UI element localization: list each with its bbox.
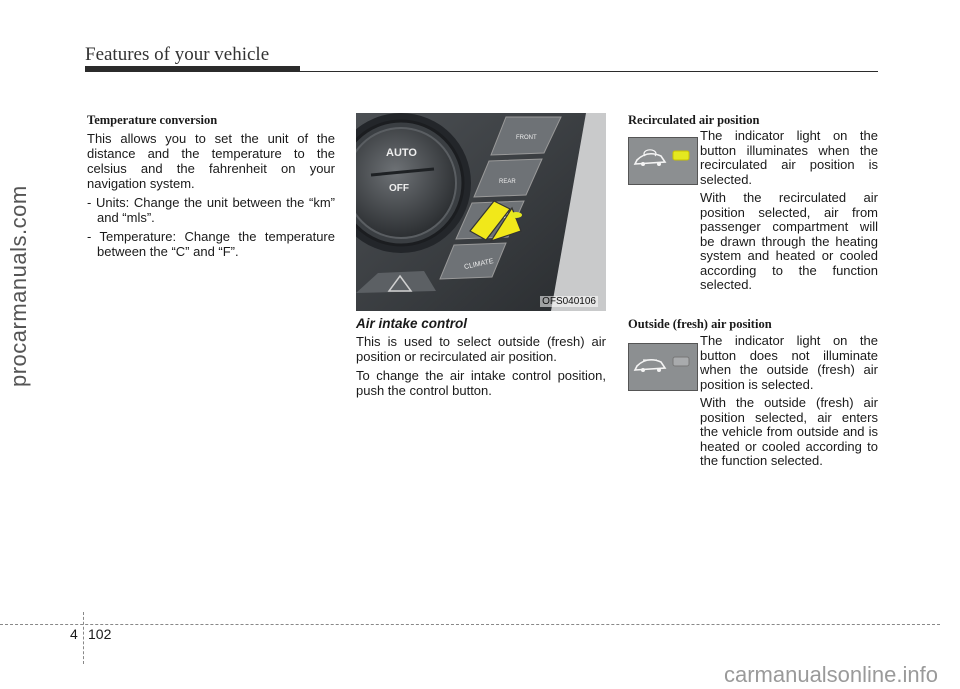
air-intake-paragraph-2: To change the air intake control position, push the control button. <box>356 368 606 398</box>
footer-rule <box>0 624 940 625</box>
temperature-bullet: - Temperature: Change the temperature between the “C” and “F”. <box>87 229 335 259</box>
outside-air-heading: Outside (fresh) air position <box>628 317 772 331</box>
front-defrost-label: FRONT <box>516 135 537 141</box>
rear-defrost-label: REAR <box>499 179 516 185</box>
climate-panel-figure <box>356 113 606 311</box>
outside-air-paragraph-2: With the outside (fresh) air position selected, air enters the vehicle from outside and is heated or cooled according to the function selected. <box>700 395 878 468</box>
outside-air-car-icon <box>629 344 697 390</box>
air-intake-control-heading: Air intake control <box>356 316 468 331</box>
footer-divider <box>83 612 84 664</box>
outside-air-description <box>700 334 878 473</box>
temperature-conversion-intro: This allows you to set the unit of the distance and the temperature to the celsius and the fahrenheit on your navigation system. <box>87 131 335 191</box>
recirculated-air-heading: Recirculated air position <box>628 113 760 127</box>
recirculated-button-image <box>628 137 698 185</box>
chapter-number: 4 <box>70 626 78 642</box>
off-button-label: OFF <box>389 183 409 194</box>
header-rule <box>85 71 878 72</box>
air-intake-paragraph-1: This is used to select outside (fresh) air position or recirculated air position. <box>356 334 606 364</box>
climate-button-label: CLIMATE <box>463 257 495 272</box>
recirculated-paragraph-2: With the recirculated air position selected, air from passenger compartment will be drawn through the heating system and heated or cooled according to the function selected. <box>700 190 878 292</box>
auto-button-label: AUTO <box>386 147 417 159</box>
recirculated-paragraph-1: The indicator light on the button illuminates when the recirculated air position is selected. <box>700 128 878 187</box>
section-title: Features of your vehicle <box>85 44 270 65</box>
temperature-conversion-heading: Temperature conversion <box>87 113 218 127</box>
left-column <box>87 113 335 263</box>
recirculated-description <box>700 129 878 297</box>
outside-air-button-image <box>628 343 698 391</box>
outside-air-paragraph-1: The indicator light on the button does not illuminate when the outside (fresh) air position is selected. <box>700 333 878 392</box>
figure-code: OFS040106 <box>542 296 596 307</box>
side-watermark: procarmanuals.com <box>6 185 31 387</box>
page-number: 102 <box>88 626 112 642</box>
climate-panel-illustration <box>356 113 606 311</box>
middle-column <box>356 316 606 402</box>
bottom-watermark: carmanualsonline.info <box>723 662 938 687</box>
recirculated-car-icon <box>629 138 697 184</box>
units-bullet: - Units: Change the unit between the “km” and “mls”. <box>87 195 335 225</box>
